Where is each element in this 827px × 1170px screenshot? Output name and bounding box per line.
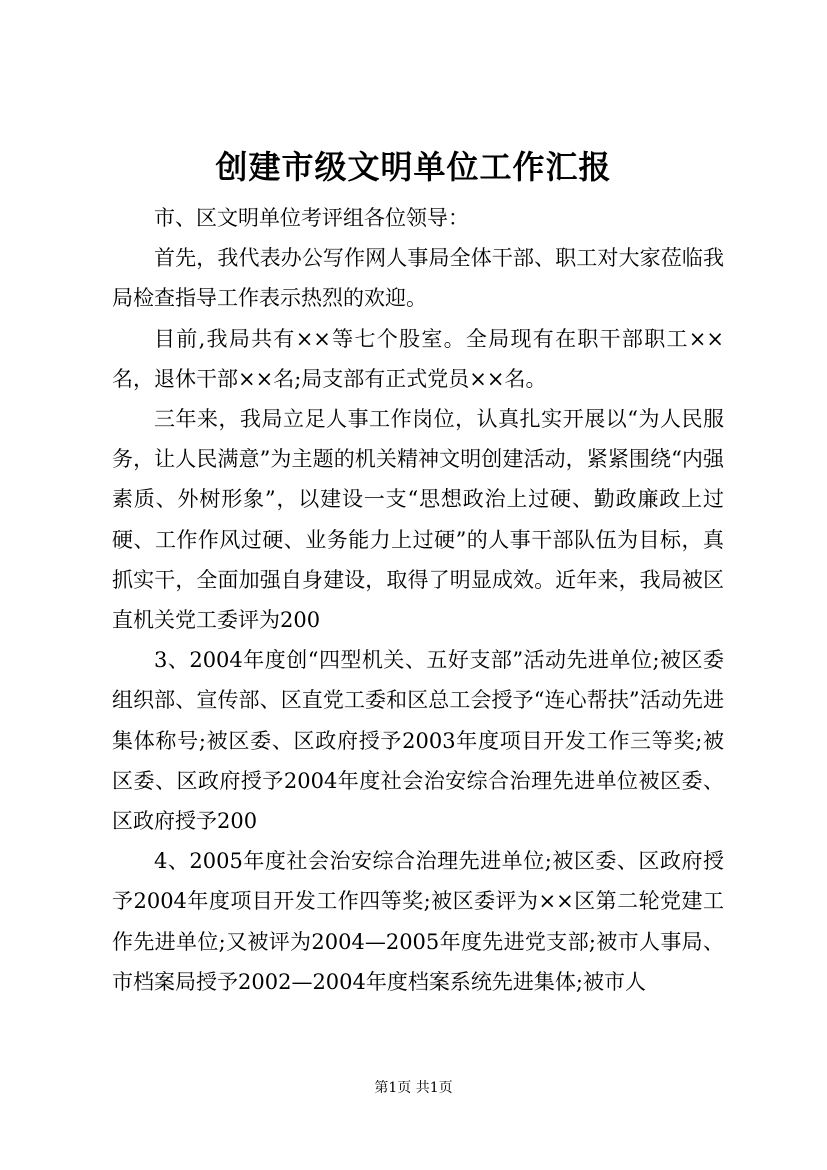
staff-overview-paragraph: 目前,我局共有××等七个股室。全局现有在职干部职工××名，退休干部××名;局支部有正式党员××名。: [112, 326, 724, 391]
achievements-paragraph: 三年来，我局立足人事工作岗位，认真扎实开展以“为人民服务，让人民满意”为主题的机关精神文明创建活动，紧紧围绕“内强素质、外树形象”，以建设一支“思想政治上过硬、勤政廉政上过硬、工作作风过硬、业务能力上过硬”的人事干部队伍为目标，真抓实干，全面加强自身建设，取得了明显成效。近年来，我局被区直机关党工委评为200: [112, 407, 724, 633]
welcome-paragraph: 首先，我代表办公写作网人事局全体干部、职工对大家莅临我局检查指导工作表示热烈的欢迎。: [112, 246, 724, 311]
document-title: 创建市级文明单位工作汇报: [215, 148, 612, 186]
awards-paragraph-1: 3、2004年度创“四型机关、五好支部”活动先进单位;被区委组织部、宣传部、区直党工委和区总工会授予“连心帮扶”活动先进集体称号;被区委、区政府授予2003年度项目开发工作三等奖;被区委、区政府授予2004年度社会治安综合治理先进单位被区委、区政府授予200: [112, 648, 724, 834]
document-body: [112, 198, 724, 1002]
salutation-paragraph: 市、区文明单位考评组各位领导：: [154, 206, 469, 230]
awards-paragraph-2: 4、2005年度社会治安综合治理先进单位;被区委、区政府授予2004年度项目开发工作四等奖;被区委评为××区第二轮党建工作先进单位;又被评为2004—2005年度先进党支部;被市人事局、市档案局授予2002—2004年度档案系统先进集体;被市人: [112, 849, 724, 994]
page-number-footer: 第1页 共1页: [374, 1080, 453, 1096]
